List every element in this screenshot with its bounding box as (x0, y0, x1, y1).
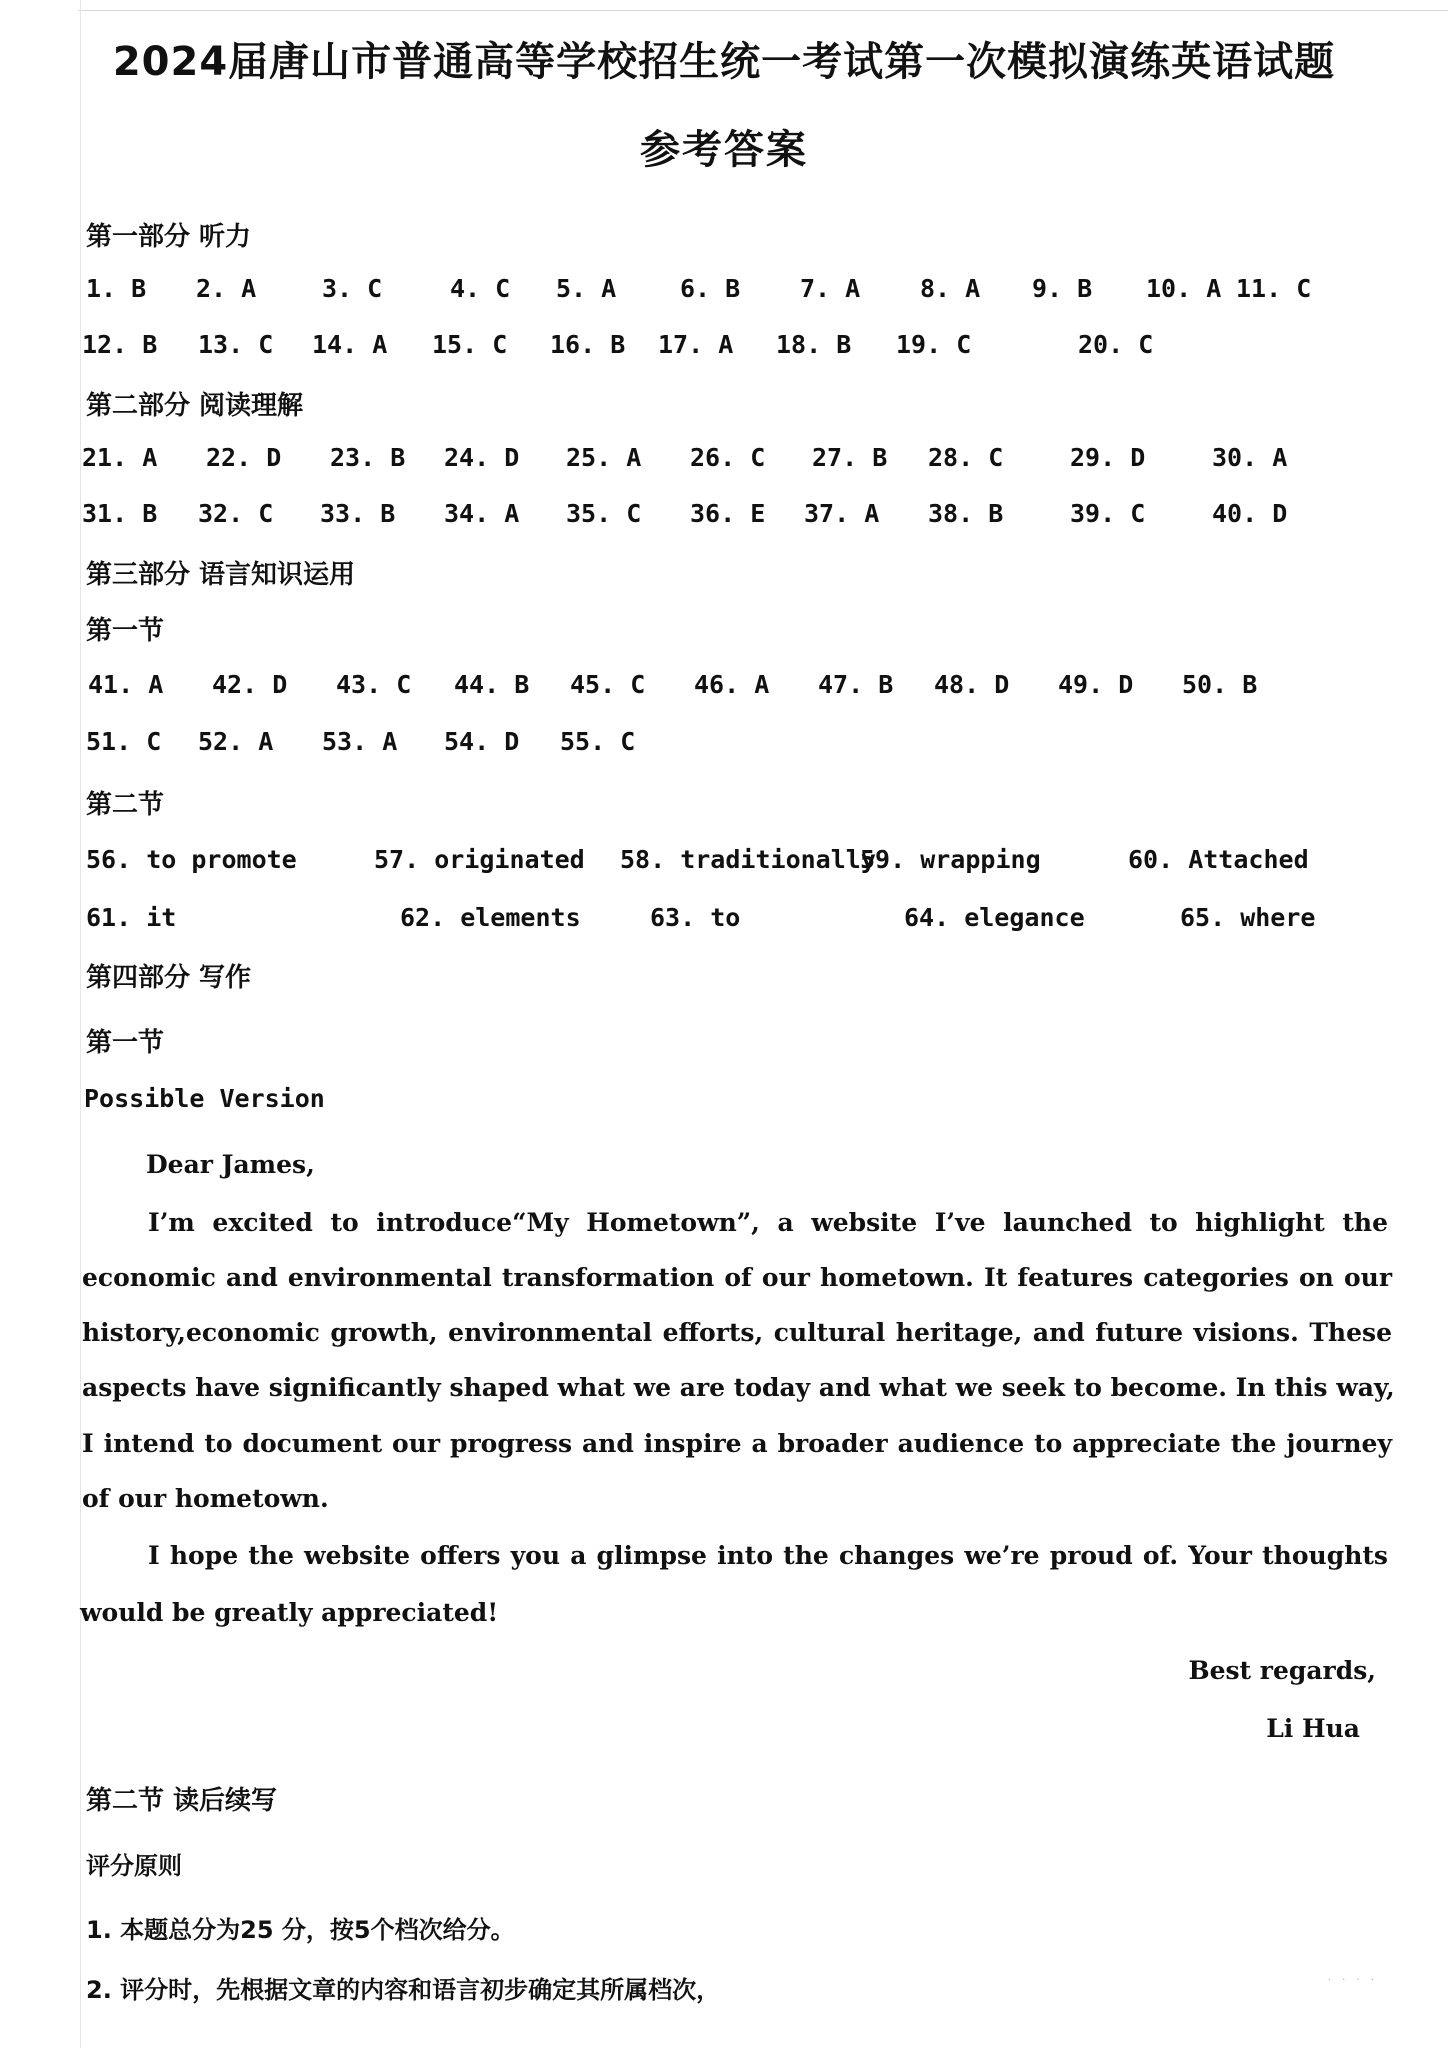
answer-item: 8. A (920, 274, 981, 303)
top-border (78, 10, 1448, 11)
scoring-criterion: 1. 本题总分为25 分，按5个档次给分。 (86, 1916, 515, 1944)
part3-section2-heading: 第二节 (86, 790, 165, 820)
letter-paragraph-line: economic and environmental transformation of our hometown. It features categories on our (82, 1263, 1392, 1292)
answer-item: 63. to (650, 903, 741, 932)
part3-answers-row4 (0, 903, 1448, 935)
document-subtitle: 参考答案 (640, 127, 808, 173)
scan-artifact: · · · · (1327, 1975, 1378, 1986)
answer-item: 6. B (680, 274, 741, 303)
letter-paragraph-line: I hope the website offers you a glimpse into the changes we’re proud of. Your thoughts (148, 1541, 1388, 1570)
answer-item: 24. D (444, 443, 520, 472)
letter-paragraph-line: I’m excited to introduce“My Hometown”, a website I’ve launched to highlight the (148, 1208, 1388, 1237)
answer-item: 53. A (322, 727, 398, 756)
answer-item: 3. C (322, 274, 383, 303)
answer-item: 29. D (1070, 443, 1146, 472)
answer-item: 32. C (198, 499, 274, 528)
part2-answers-row1 (0, 443, 1448, 475)
answer-item: 47. B (818, 670, 894, 699)
letter-paragraph-line: I intend to document our progress and inspire a broader audience to appreciate the journey (82, 1429, 1392, 1458)
answer-item: 57. originated (374, 845, 585, 874)
answer-item: 10. A (1146, 274, 1222, 303)
answer-item: 34. A (444, 499, 520, 528)
answer-item: 59. wrapping (860, 845, 1041, 874)
part3-answers-row2 (0, 727, 1448, 759)
answer-item: 2. A (196, 274, 257, 303)
answer-item: 13. C (198, 330, 274, 359)
part3-heading: 第三部分 语言知识运用 (86, 560, 356, 590)
answer-item: 15. C (432, 330, 508, 359)
answer-item: 48. D (934, 670, 1010, 699)
answer-item: 45. C (570, 670, 646, 699)
part2-heading: 第二部分 阅读理解 (86, 391, 304, 421)
letter-paragraph-line: history,economic growth, environmental efforts, cultural heritage, and future visions. These (82, 1318, 1392, 1347)
answer-item: 44. B (454, 670, 530, 699)
answer-item: 9. B (1032, 274, 1093, 303)
answer-item: 33. B (320, 499, 396, 528)
answer-item: 7. A (800, 274, 861, 303)
answer-item: 64. elegance (904, 903, 1085, 932)
answer-item: 38. B (928, 499, 1004, 528)
part1-answers-row1 (0, 274, 1448, 306)
answer-item: 60. Attached (1128, 845, 1309, 874)
possible-version-label: Possible Version (84, 1084, 325, 1113)
letter-paragraph-line: would be greatly appreciated! (80, 1598, 499, 1627)
answer-item: 26. C (690, 443, 766, 472)
answer-item: 50. B (1182, 670, 1258, 699)
answer-item: 56. to promote (86, 845, 297, 874)
scoring-criteria-heading: 评分原则 (86, 1852, 182, 1880)
answer-item: 27. B (812, 443, 888, 472)
letter-salutation: Dear James, (146, 1150, 315, 1179)
answer-item: 19. C (896, 330, 972, 359)
answer-item: 17. A (658, 330, 734, 359)
answer-item: 35. C (566, 499, 642, 528)
letter-signature: Li Hua (1266, 1714, 1360, 1743)
part4-section1-heading: 第一节 (86, 1028, 165, 1058)
answer-item: 25. A (566, 443, 642, 472)
answer-item: 12. B (82, 330, 158, 359)
document-title: 2024届唐山市普通高等学校招生统一考试第一次模拟演练英语试题 (112, 39, 1336, 85)
answer-item: 58. traditionally (620, 845, 876, 874)
answer-item: 54. D (444, 727, 520, 756)
part4-heading: 第四部分 写作 (86, 963, 252, 993)
part1-answers-row2 (0, 330, 1448, 362)
scoring-criterion: 2. 评分时，先根据文章的内容和语言初步确定其所属档次， (86, 1976, 721, 2004)
answer-item: 49. D (1058, 670, 1134, 699)
answer-item: 41. A (88, 670, 164, 699)
answer-item: 1. B (86, 274, 147, 303)
letter-closing: Best regards, (1188, 1656, 1376, 1685)
answer-item: 21. A (82, 443, 158, 472)
answer-item: 42. D (212, 670, 288, 699)
answer-item: 23. B (330, 443, 406, 472)
part4-section2-heading: 第二节 读后续写 (86, 1786, 278, 1816)
part3-answers-row1 (0, 670, 1448, 702)
part1-heading: 第一部分 听力 (86, 222, 252, 252)
answer-item: 52. A (198, 727, 274, 756)
answer-item: 22. D (206, 443, 282, 472)
answer-item: 37. A (804, 499, 880, 528)
answer-item: 30. A (1212, 443, 1288, 472)
part3-answers-row3 (0, 845, 1448, 877)
answer-item: 46. A (694, 670, 770, 699)
answer-item: 31. B (82, 499, 158, 528)
answer-item: 20. C (1078, 330, 1154, 359)
answer-item: 43. C (336, 670, 412, 699)
answer-item: 28. C (928, 443, 1004, 472)
answer-item: 11. C (1236, 274, 1312, 303)
answer-item: 14. A (312, 330, 388, 359)
answer-item: 5. A (556, 274, 617, 303)
answer-item: 4. C (450, 274, 511, 303)
answer-item: 39. C (1070, 499, 1146, 528)
answer-item: 55. C (560, 727, 636, 756)
answer-item: 51. C (86, 727, 162, 756)
answer-item: 62. elements (400, 903, 581, 932)
answer-item: 61. it (86, 903, 177, 932)
letter-paragraph-line: of our hometown. (82, 1484, 329, 1513)
answer-item: 36. E (690, 499, 766, 528)
letter-paragraph-line: aspects have significantly shaped what we are today and what we seek to become. In this way, (82, 1373, 1395, 1402)
part3-section1-heading: 第一节 (86, 616, 165, 646)
answer-item: 40. D (1212, 499, 1288, 528)
answer-item: 16. B (550, 330, 626, 359)
answer-item: 18. B (776, 330, 852, 359)
part2-answers-row2 (0, 499, 1448, 531)
answer-item: 65. where (1180, 903, 1316, 932)
